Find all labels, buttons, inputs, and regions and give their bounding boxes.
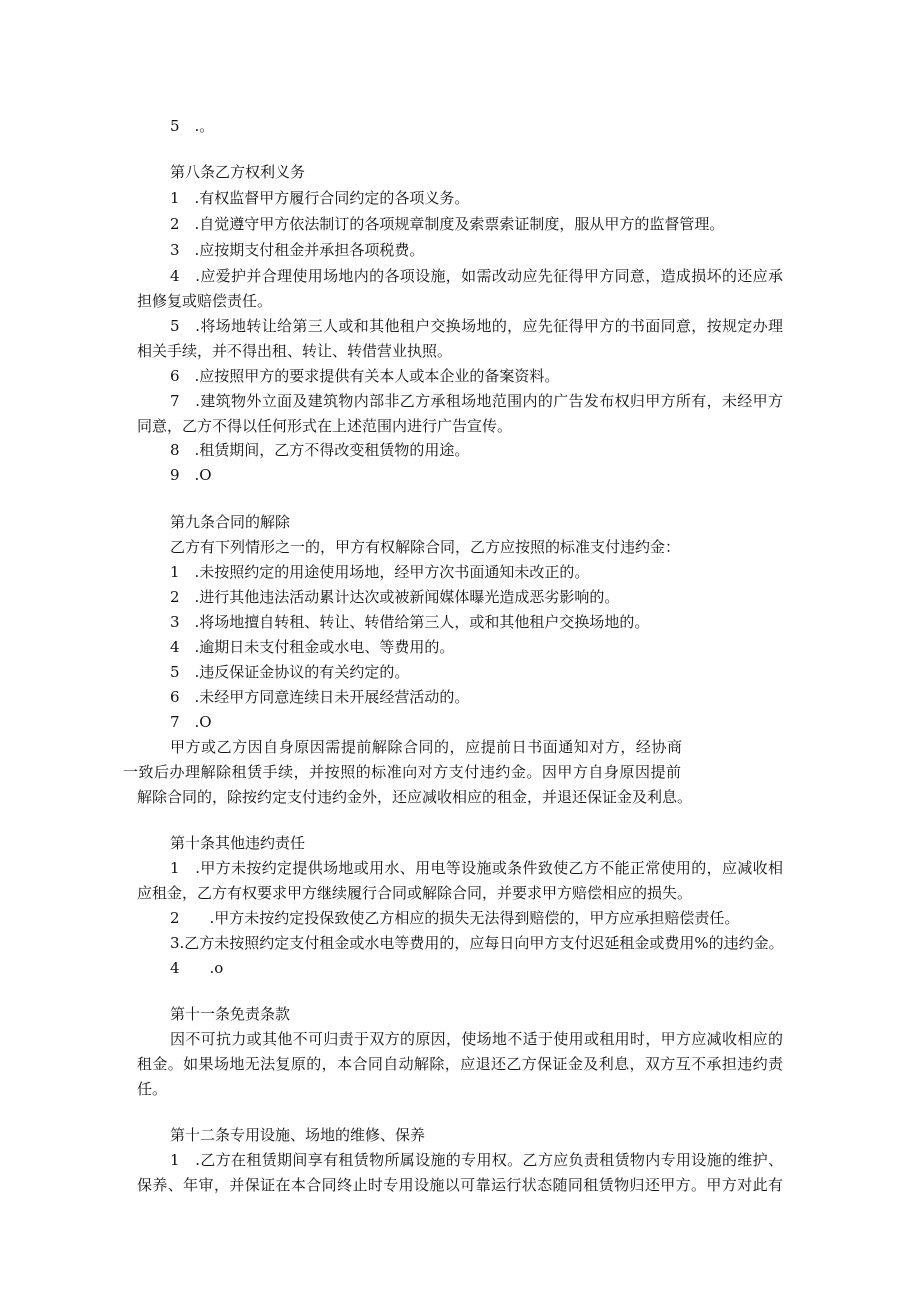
section-9-line: 7 .O: [170, 713, 212, 731]
section-8-heading: 第八条乙方权利义务: [170, 163, 306, 181]
section-11-line: 任。: [137, 1080, 168, 1098]
section-10-line: 1 .甲方未按约定提供场地或用水、用电等设施或条件致使乙方不能正常使用的，应减收相: [170, 859, 783, 877]
section-8-line: 3 .应按期支付租金并承担各项税费。: [170, 241, 425, 259]
section-9-line: 1 .未按照约定的用途使用场地，经甲方次书面通知未改正的。: [170, 563, 590, 581]
section-11-line: 租金。如果场地无法复原的，本合同自动解除，应退还乙方保证金及利息，双方互不承担违约责: [137, 1055, 783, 1073]
section-11-line: 因不可抗力或其他不可归责于双方的原因，使场地不适于使用或租用时，甲方应减收相应的: [170, 1030, 783, 1048]
section-12-heading: 第十二条专用设施、场地的维修、保养: [170, 1126, 426, 1144]
section-9-heading: 第九条合同的解除: [170, 513, 291, 531]
section-8-line: 8 .租赁期间，乙方不得改变租赁物的用途。: [170, 441, 470, 459]
section-8-line: 9 .O: [170, 466, 212, 484]
section-12-line: 保养、年审，并保证在本合同终止时专用设施以可靠运行状态随同租赁物归还甲方。甲方对此有: [137, 1176, 783, 1194]
section-8-line: 7 .建筑物外立面及建筑物内部非乙方承租场地范围内的广告发布权归甲方所有，未经甲方: [170, 392, 783, 410]
section-8-line: 5 .将场地转让给第三人或和其他租户交换场地的，应先征得甲方的书面同意，按规定办理: [170, 317, 783, 335]
section-8-line: 6 .应按照甲方的要求提供有关本人或本企业的备案资料。: [170, 367, 560, 385]
section-10-heading: 第十条其他违约责任: [170, 834, 306, 852]
section-9-line: 6 .未经甲方同意连续日未开展经营活动的。: [170, 688, 470, 706]
section-9-line: 3 .将场地擅自转租、转让、转借给第三人，或和其他租户交换场地的。: [170, 613, 650, 631]
section-9-line: 2 .进行其他违法活动累计达次或被新闻媒体曝光造成恶劣影响的。: [170, 588, 620, 606]
section-12-line: 1 .乙方在租赁期间享有租赁物所属设施的专用权。乙方应负责租赁物内专用设施的维护、: [170, 1151, 783, 1169]
section-11-heading: 第十一条免责条款: [170, 1005, 291, 1023]
section-9-line: 一致后办理解除租赁手续，并按照的标准向对方支付违约金。因甲方自身原因提前: [123, 763, 681, 781]
section-10-line: 4 .o: [170, 959, 224, 977]
section-9-line: 解除合同的，除按约定支付违约金外，还应减收相应的租金，并退还保证金及利息。: [137, 788, 693, 806]
section-8-line: 1 .有权监督甲方履行合同约定的各项义务。: [170, 189, 470, 207]
section-9-line: 5 .违反保证金协议的有关约定的。: [170, 663, 410, 681]
section-9-line: 4 .逾期日未支付租金或水电、等费用的。: [170, 638, 455, 656]
section-9-line: 甲方或乙方因自身原因需提前解除合同的，应提前日书面通知对方，经协商: [170, 738, 682, 756]
intro-item: 5 .。: [170, 117, 215, 135]
section-8-line: 担修复或赔偿责任。: [137, 292, 273, 310]
section-10-line: 应租金，乙方有权要求甲方继续履行合同或解除合同，并要求甲方赔偿相应的损失。: [137, 884, 693, 902]
section-10-line: 2 .甲方未按约定投保致使乙方相应的损失无法得到赔偿的，甲方应承担赔偿责任。: [170, 909, 740, 927]
section-8-line: 相关手续，并不得出租、转让、转借营业执照。: [137, 342, 453, 360]
section-8-line: 4 .应爱护并合理使用场地内的各项设施，如需改动应先征得甲方同意，造成损坏的还应承: [170, 267, 783, 285]
section-8-line: 同意，乙方不得以任何形式在上述范围内进行广告宣传。: [137, 417, 513, 435]
section-9-line: 乙方有下列情形之一的，甲方有权解除合同，乙方应按照的标准支付违约金：: [170, 538, 681, 556]
section-10-line: 3.乙方未按照约定支付租金或水电等费用的，应每日向甲方支付迟延租金或费用%的违约金。: [170, 934, 784, 952]
section-8-line: 2 .自觉遵守甲方依法制订的各项规章制度及索票索证制度，服从甲方的监督管理。: [170, 215, 725, 233]
